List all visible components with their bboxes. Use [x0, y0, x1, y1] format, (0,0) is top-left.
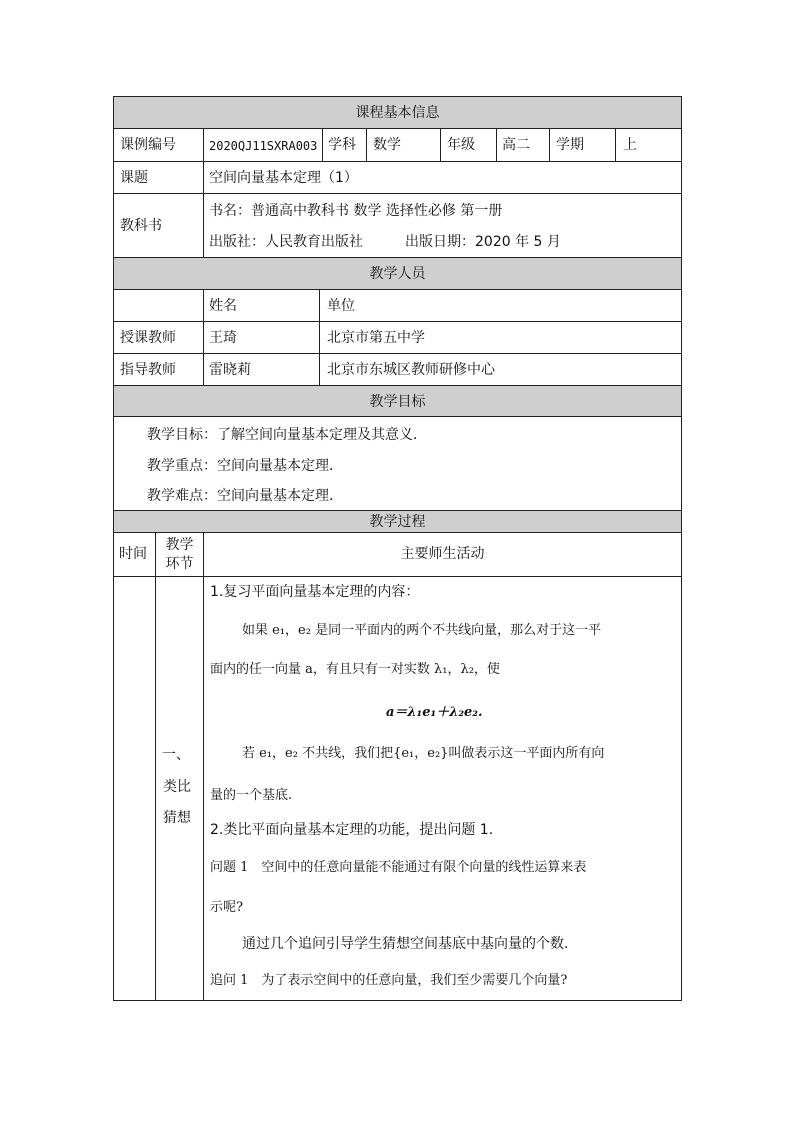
rule	[496, 128, 497, 161]
objective-difficulty: 教学难点：空间向量基本定理．	[147, 488, 343, 504]
rule	[155, 532, 156, 1000]
theorem-line-1: 如果 e₁，e₂ 是同一平面内的两个不共线向量，那么对于这一平	[242, 623, 602, 638]
staff-name: 王琦	[209, 330, 237, 346]
rule	[113, 532, 682, 533]
stage-header-line1: 教学	[165, 537, 194, 553]
stage-name-1: 一、	[162, 747, 190, 763]
rule	[113, 576, 682, 577]
basic-info-title: 课程基本信息	[355, 105, 440, 121]
staff-name: 雷晓莉	[209, 362, 251, 378]
staff-title: 教学人员	[369, 266, 426, 282]
case-no-label: 课例编号	[120, 137, 176, 153]
staff-unit: 北京市东城区教师研修中心	[327, 362, 495, 378]
formula: a＝λ₁e₁＋λ₂e₂.	[386, 705, 483, 720]
case-no-value: 2020QJ11SXRA003	[209, 139, 318, 153]
textbook-book-line: 书名：普通高中教科书 数学 选择性必修 第一册	[209, 203, 503, 219]
rule	[113, 289, 682, 290]
rule	[113, 96, 682, 97]
objectives-title: 教学目标	[369, 394, 426, 410]
rule	[113, 321, 682, 322]
rule	[113, 1000, 682, 1001]
grade-label: 年级	[447, 137, 475, 153]
rule	[681, 96, 682, 1001]
textbook-label: 教科书	[120, 218, 162, 234]
rule	[319, 289, 320, 385]
rule	[203, 128, 204, 161]
stage-header-line2: 环节	[165, 556, 194, 572]
rule	[203, 532, 204, 1000]
rule	[113, 510, 682, 511]
term-value: 上	[623, 137, 637, 153]
rule	[113, 96, 114, 1001]
topic-label: 课题	[120, 170, 148, 186]
rule	[203, 161, 204, 257]
activity-header: 主要师生活动	[400, 546, 485, 562]
stage-name-2: 类比	[163, 779, 191, 795]
staff-role: 指导教师	[120, 362, 176, 378]
grade-value: 高二	[502, 137, 530, 153]
rule	[113, 257, 682, 258]
question-line-1: 问题 1 空间中的任意向量能不能通过有限个向量的线性运算来表	[210, 860, 587, 875]
rule	[322, 128, 323, 161]
rule	[113, 416, 682, 417]
time-header: 时间	[119, 546, 147, 562]
stage-name-3: 猜想	[163, 810, 191, 826]
rule	[113, 353, 682, 354]
theorem-line-2: 面内的任一向量 a，有且只有一对实数 λ₁，λ₂，使	[210, 662, 500, 677]
item-1: 1.复习平面向量基本定理的内容：	[210, 584, 420, 600]
staff-role: 授课教师	[120, 330, 176, 346]
subject-label: 学科	[328, 137, 356, 153]
item-2: 2.类比平面向量基本定理的功能，提出问题 1.	[210, 822, 494, 838]
question-line-2: 示呢?	[210, 900, 243, 915]
objective-key-point: 教学重点：空间向量基本定理．	[147, 458, 343, 474]
topic-value: 空间向量基本定理（1）	[209, 170, 358, 186]
rule	[440, 128, 441, 161]
textbook-date: 出版日期：2020 年 5 月	[405, 234, 561, 250]
basis-line-1: 若 e₁，e₂ 不共线，我们把{e₁，e₂}叫做表示这一平面内所有向	[242, 746, 605, 761]
rule	[113, 385, 682, 386]
textbook-publisher: 出版社：人民教育出版社	[209, 234, 363, 250]
rule	[203, 289, 204, 385]
subject-value: 数学	[373, 137, 401, 153]
staff-unit: 北京市第五中学	[327, 330, 425, 346]
followup-1: 追问 1 为了表示空间中的任意向量，我们至少需要几个向量?	[210, 973, 568, 988]
rule	[549, 128, 550, 161]
rule	[113, 161, 682, 162]
rule	[615, 128, 616, 161]
basis-line-2: 量的一个基底.	[210, 788, 293, 803]
name-header: 姓名	[209, 298, 237, 314]
guide-text: 通过几个追问引导学生猜想空间基底中基向量的个数.	[242, 936, 569, 952]
objective-goal: 教学目标：了解空间向量基本定理及其意义．	[147, 427, 427, 443]
term-label: 学期	[556, 137, 584, 153]
unit-header: 单位	[327, 298, 355, 314]
rule	[366, 128, 367, 161]
rule	[113, 193, 682, 194]
rule	[113, 128, 682, 129]
process-title: 教学过程	[369, 514, 426, 530]
